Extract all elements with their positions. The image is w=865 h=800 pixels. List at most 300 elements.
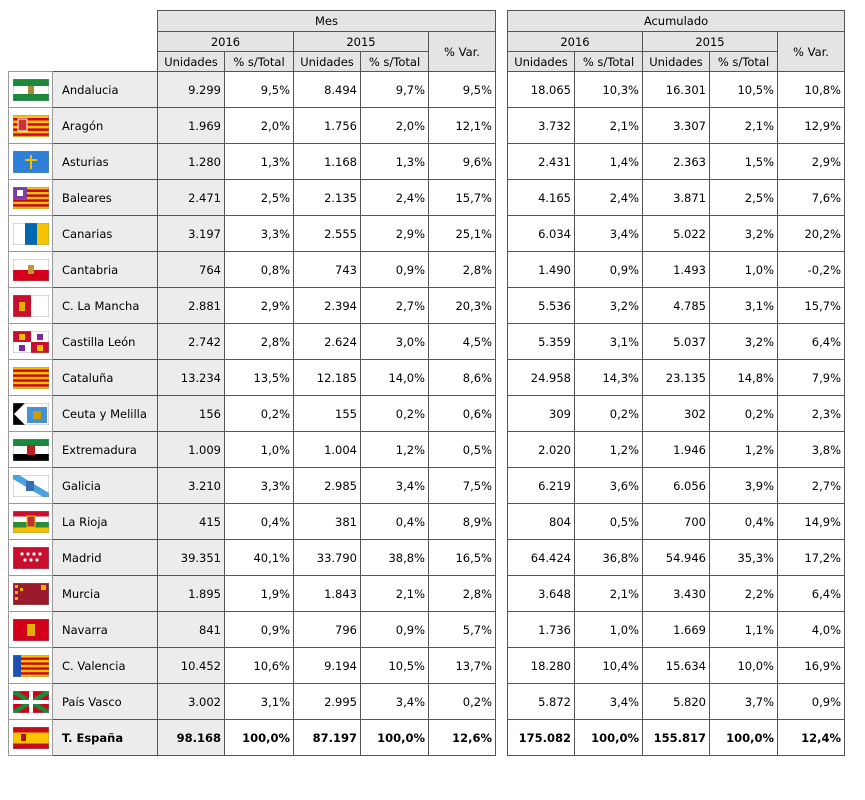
acum-var: 15,7%	[778, 288, 845, 324]
mes-2016-units: 39.351	[158, 540, 225, 576]
table-row	[508, 684, 845, 720]
acum-2015-share: 1,5%	[710, 144, 778, 180]
mes-2016-share: 2,8%	[225, 324, 294, 360]
acum-2015-units: 15.634	[643, 648, 710, 684]
mes-2016-units: 98.168	[158, 720, 225, 756]
header-mes-2016-units: Unidades	[158, 52, 225, 72]
acum-var: 3,8%	[778, 432, 845, 468]
mes-2015-share: 2,4%	[361, 180, 429, 216]
acum-2015-share: 14,8%	[710, 360, 778, 396]
mes-var: 9,5%	[429, 72, 496, 108]
andalucia-flag	[13, 79, 49, 101]
mes-var: 0,5%	[429, 432, 496, 468]
pais-vasco-flag	[13, 691, 49, 713]
table-row	[9, 252, 496, 288]
acum-2016-share: 3,1%	[575, 324, 643, 360]
mes-2015-share: 3,4%	[361, 684, 429, 720]
mes-var: 2,8%	[429, 576, 496, 612]
acum-var: 16,9%	[778, 648, 845, 684]
mes-2016-share: 1,0%	[225, 432, 294, 468]
table-row	[9, 144, 496, 180]
acum-2016-units: 2.431	[508, 144, 575, 180]
mes-var: 7,5%	[429, 468, 496, 504]
mes-var: 5,7%	[429, 612, 496, 648]
header-acumulado: Acumulado	[508, 11, 845, 32]
acum-2015-units: 302	[643, 396, 710, 432]
espana-flag	[13, 727, 49, 749]
region-name: País Vasco	[53, 684, 158, 720]
header-mes-year-2015: 2015	[294, 32, 429, 52]
mes-var: 8,9%	[429, 504, 496, 540]
acum-2016-share: 3,4%	[575, 684, 643, 720]
table-row	[9, 504, 496, 540]
acum-2016-units: 175.082	[508, 720, 575, 756]
table-row	[9, 324, 496, 360]
table-row	[9, 612, 496, 648]
acum-2015-share: 0,4%	[710, 504, 778, 540]
acum-2015-units: 16.301	[643, 72, 710, 108]
mes-2016-share: 13,5%	[225, 360, 294, 396]
acum-2015-units: 700	[643, 504, 710, 540]
header-mes-var: % Var.	[429, 32, 496, 72]
table-row	[508, 144, 845, 180]
mes-2015-share: 38,8%	[361, 540, 429, 576]
table-row	[9, 396, 496, 432]
flag-cell	[9, 468, 53, 504]
acum-2016-share: 10,3%	[575, 72, 643, 108]
table-row	[9, 540, 496, 576]
table-row	[9, 468, 496, 504]
acum-2016-units: 6.219	[508, 468, 575, 504]
header-acum-2015-share: % s/Total	[710, 52, 778, 72]
mes-2016-share: 0,2%	[225, 396, 294, 432]
mes-2015-share: 0,9%	[361, 252, 429, 288]
monthly-table	[8, 10, 496, 756]
mes-var: 20,3%	[429, 288, 496, 324]
castilla-leon-flag	[13, 331, 49, 353]
acum-var: 7,9%	[778, 360, 845, 396]
acum-2015-share: 3,7%	[710, 684, 778, 720]
mes-2015-units: 1.168	[294, 144, 361, 180]
mes-2015-units: 87.197	[294, 720, 361, 756]
acum-2015-share: 1,0%	[710, 252, 778, 288]
mes-2016-share: 100,0%	[225, 720, 294, 756]
mes-2016-units: 156	[158, 396, 225, 432]
acum-var: -0,2%	[778, 252, 845, 288]
baleares-flag	[13, 187, 49, 209]
acum-2015-share: 3,2%	[710, 216, 778, 252]
table-row	[508, 504, 845, 540]
region-name: Cataluña	[53, 360, 158, 396]
acum-2015-share: 35,3%	[710, 540, 778, 576]
table-row	[508, 468, 845, 504]
mes-2016-units: 13.234	[158, 360, 225, 396]
acum-2016-share: 2,1%	[575, 108, 643, 144]
mes-var: 12,6%	[429, 720, 496, 756]
mes-2016-units: 2.471	[158, 180, 225, 216]
mes-2015-units: 2.135	[294, 180, 361, 216]
table-row	[9, 108, 496, 144]
acum-2016-units: 3.648	[508, 576, 575, 612]
table-row	[508, 360, 845, 396]
acum-2015-units: 4.785	[643, 288, 710, 324]
castilla-la-mancha-flag	[13, 295, 49, 317]
flag-cell	[9, 396, 53, 432]
flag-cell	[9, 432, 53, 468]
acum-2016-units: 1.736	[508, 612, 575, 648]
header-mes: Mes	[158, 11, 496, 32]
header-mes-2015-units: Unidades	[294, 52, 361, 72]
flag-cell	[9, 684, 53, 720]
mes-2015-share: 1,3%	[361, 144, 429, 180]
acum-2016-share: 2,4%	[575, 180, 643, 216]
mes-2015-units: 1.843	[294, 576, 361, 612]
mes-2015-units: 1.756	[294, 108, 361, 144]
table-row	[9, 684, 496, 720]
region-name: Navarra	[53, 612, 158, 648]
table-row	[9, 288, 496, 324]
table-row	[508, 72, 845, 108]
flag-cell	[9, 648, 53, 684]
acum-2015-units: 3.430	[643, 576, 710, 612]
mes-2016-share: 2,9%	[225, 288, 294, 324]
table-row	[508, 612, 845, 648]
valencia-flag	[13, 655, 49, 677]
mes-2016-units: 9.299	[158, 72, 225, 108]
acum-2016-share: 0,2%	[575, 396, 643, 432]
acum-2016-units: 5.536	[508, 288, 575, 324]
mes-2015-units: 12.185	[294, 360, 361, 396]
acum-2015-share: 0,2%	[710, 396, 778, 432]
mes-2015-share: 0,2%	[361, 396, 429, 432]
mes-2015-units: 2.624	[294, 324, 361, 360]
total-row	[9, 720, 496, 756]
mes-2015-units: 1.004	[294, 432, 361, 468]
mes-2016-share: 1,9%	[225, 576, 294, 612]
acum-2016-share: 100,0%	[575, 720, 643, 756]
cantabria-flag	[13, 259, 49, 281]
acum-2015-units: 5.022	[643, 216, 710, 252]
acum-2015-share: 3,2%	[710, 324, 778, 360]
header-spacer	[9, 11, 158, 72]
acum-var: 2,7%	[778, 468, 845, 504]
flag-cell	[9, 504, 53, 540]
acum-2016-share: 0,5%	[575, 504, 643, 540]
acum-2016-units: 3.732	[508, 108, 575, 144]
acum-2015-share: 3,1%	[710, 288, 778, 324]
table-row	[9, 360, 496, 396]
table-row	[508, 288, 845, 324]
acum-var: 14,9%	[778, 504, 845, 540]
header-acum-2016-share: % s/Total	[575, 52, 643, 72]
acum-2016-units: 5.872	[508, 684, 575, 720]
murcia-flag	[13, 583, 49, 605]
acum-2015-units: 1.493	[643, 252, 710, 288]
mes-var: 13,7%	[429, 648, 496, 684]
header-mes-2015-share: % s/Total	[361, 52, 429, 72]
region-name: Ceuta y Melilla	[53, 396, 158, 432]
mes-var: 9,6%	[429, 144, 496, 180]
mes-2015-share: 2,9%	[361, 216, 429, 252]
navarra-flag	[13, 619, 49, 641]
acum-2015-units: 155.817	[643, 720, 710, 756]
mes-2016-units: 841	[158, 612, 225, 648]
acum-2016-units: 309	[508, 396, 575, 432]
flag-cell	[9, 144, 53, 180]
acum-2016-units: 18.065	[508, 72, 575, 108]
mes-2015-share: 2,1%	[361, 576, 429, 612]
flag-cell	[9, 612, 53, 648]
mes-2015-share: 9,7%	[361, 72, 429, 108]
mes-2015-units: 2.394	[294, 288, 361, 324]
table-row	[508, 108, 845, 144]
mes-2015-units: 2.995	[294, 684, 361, 720]
region-name: Canarias	[53, 216, 158, 252]
acum-var: 12,9%	[778, 108, 845, 144]
mes-2015-share: 2,0%	[361, 108, 429, 144]
acum-2015-share: 1,2%	[710, 432, 778, 468]
la-rioja-flag	[13, 511, 49, 533]
mes-2016-units: 3.197	[158, 216, 225, 252]
table-row	[508, 396, 845, 432]
mes-2015-units: 2.555	[294, 216, 361, 252]
mes-2016-units: 10.452	[158, 648, 225, 684]
region-name: Murcia	[53, 576, 158, 612]
table-row	[9, 648, 496, 684]
acum-2016-units: 64.424	[508, 540, 575, 576]
mes-2015-share: 0,9%	[361, 612, 429, 648]
mes-var: 12,1%	[429, 108, 496, 144]
acum-2016-share: 1,0%	[575, 612, 643, 648]
madrid-flag	[13, 547, 49, 569]
flag-cell	[9, 72, 53, 108]
table-row	[508, 432, 845, 468]
header-acum-year-2015: 2015	[643, 32, 778, 52]
mes-2015-share: 0,4%	[361, 504, 429, 540]
table-row	[508, 216, 845, 252]
region-name: T. España	[53, 720, 158, 756]
acum-2015-share: 10,5%	[710, 72, 778, 108]
acum-2015-units: 1.669	[643, 612, 710, 648]
region-name: La Rioja	[53, 504, 158, 540]
mes-2016-share: 2,5%	[225, 180, 294, 216]
ceuta-melilla-flag	[13, 403, 49, 425]
mes-2016-share: 0,4%	[225, 504, 294, 540]
mes-2016-share: 9,5%	[225, 72, 294, 108]
mes-2015-units: 8.494	[294, 72, 361, 108]
mes-2016-units: 415	[158, 504, 225, 540]
mes-2016-units: 3.210	[158, 468, 225, 504]
acum-2016-share: 14,3%	[575, 360, 643, 396]
acum-2016-share: 0,9%	[575, 252, 643, 288]
mes-2016-share: 40,1%	[225, 540, 294, 576]
mes-var: 15,7%	[429, 180, 496, 216]
mes-2016-units: 1.009	[158, 432, 225, 468]
mes-2015-share: 100,0%	[361, 720, 429, 756]
table-row	[9, 216, 496, 252]
mes-2015-share: 2,7%	[361, 288, 429, 324]
cumulative-table	[507, 10, 845, 756]
acum-2016-units: 24.958	[508, 360, 575, 396]
acum-var: 12,4%	[778, 720, 845, 756]
mes-2016-share: 0,9%	[225, 612, 294, 648]
acum-var: 7,6%	[778, 180, 845, 216]
acum-2016-units: 5.359	[508, 324, 575, 360]
mes-2015-share: 14,0%	[361, 360, 429, 396]
header-mes-2016-share: % s/Total	[225, 52, 294, 72]
mes-var: 0,6%	[429, 396, 496, 432]
acum-var: 0,9%	[778, 684, 845, 720]
acum-2016-share: 10,4%	[575, 648, 643, 684]
flag-cell	[9, 108, 53, 144]
acum-var: 20,2%	[778, 216, 845, 252]
region-name: Andalucia	[53, 72, 158, 108]
acum-2016-units: 2.020	[508, 432, 575, 468]
mes-2016-share: 0,8%	[225, 252, 294, 288]
mes-2016-share: 3,3%	[225, 468, 294, 504]
mes-2016-units: 764	[158, 252, 225, 288]
acum-2016-share: 1,2%	[575, 432, 643, 468]
table-row	[508, 576, 845, 612]
table-row	[9, 432, 496, 468]
extremadura-flag	[13, 439, 49, 461]
flag-cell	[9, 540, 53, 576]
region-name: C. La Mancha	[53, 288, 158, 324]
mes-2016-units: 1.969	[158, 108, 225, 144]
acum-2015-units: 3.871	[643, 180, 710, 216]
aragon-flag	[13, 115, 49, 137]
mes-2016-share: 1,3%	[225, 144, 294, 180]
region-name: Asturias	[53, 144, 158, 180]
acum-2015-share: 3,9%	[710, 468, 778, 504]
flag-cell	[9, 324, 53, 360]
acum-2016-share: 2,1%	[575, 576, 643, 612]
acum-2016-units: 6.034	[508, 216, 575, 252]
flag-cell	[9, 180, 53, 216]
mes-var: 4,5%	[429, 324, 496, 360]
mes-2015-units: 2.985	[294, 468, 361, 504]
cataluna-flag	[13, 367, 49, 389]
region-name: Extremadura	[53, 432, 158, 468]
flag-cell	[9, 216, 53, 252]
mes-2016-units: 2.742	[158, 324, 225, 360]
acum-var: 2,9%	[778, 144, 845, 180]
mes-2015-units: 796	[294, 612, 361, 648]
mes-2015-units: 743	[294, 252, 361, 288]
header-acum-2016-units: Unidades	[508, 52, 575, 72]
acum-2016-units: 18.280	[508, 648, 575, 684]
mes-var: 8,6%	[429, 360, 496, 396]
mes-2015-units: 33.790	[294, 540, 361, 576]
mes-2015-share: 10,5%	[361, 648, 429, 684]
header-acum-year-2016: 2016	[508, 32, 643, 52]
mes-2016-share: 3,1%	[225, 684, 294, 720]
mes-2016-share: 3,3%	[225, 216, 294, 252]
acum-2016-units: 4.165	[508, 180, 575, 216]
mes-2015-share: 3,4%	[361, 468, 429, 504]
region-name: Madrid	[53, 540, 158, 576]
table-row	[508, 324, 845, 360]
acum-2016-share: 1,4%	[575, 144, 643, 180]
acum-2015-share: 100,0%	[710, 720, 778, 756]
mes-var: 16,5%	[429, 540, 496, 576]
table-row	[508, 180, 845, 216]
acum-2015-share: 10,0%	[710, 648, 778, 684]
table-row	[9, 180, 496, 216]
acum-2016-share: 3,6%	[575, 468, 643, 504]
acum-2016-units: 1.490	[508, 252, 575, 288]
mes-2016-units: 2.881	[158, 288, 225, 324]
region-name: Baleares	[53, 180, 158, 216]
mes-2016-share: 2,0%	[225, 108, 294, 144]
mes-2015-units: 155	[294, 396, 361, 432]
table-row	[508, 540, 845, 576]
mes-2015-share: 3,0%	[361, 324, 429, 360]
acum-2015-units: 1.946	[643, 432, 710, 468]
mes-var: 0,2%	[429, 684, 496, 720]
acum-2015-units: 5.037	[643, 324, 710, 360]
acum-var: 2,3%	[778, 396, 845, 432]
acum-2015-share: 1,1%	[710, 612, 778, 648]
acum-2015-share: 2,1%	[710, 108, 778, 144]
region-name: Aragón	[53, 108, 158, 144]
acum-2015-units: 3.307	[643, 108, 710, 144]
acum-2015-share: 2,2%	[710, 576, 778, 612]
acum-2015-units: 5.820	[643, 684, 710, 720]
header-acum-2015-units: Unidades	[643, 52, 710, 72]
flag-cell	[9, 576, 53, 612]
flag-cell	[9, 252, 53, 288]
acum-2015-share: 2,5%	[710, 180, 778, 216]
flag-cell	[9, 288, 53, 324]
acum-var: 4,0%	[778, 612, 845, 648]
header-acum-var: % Var.	[778, 32, 845, 72]
region-name: C. Valencia	[53, 648, 158, 684]
flag-cell	[9, 720, 53, 756]
acum-2015-units: 23.135	[643, 360, 710, 396]
acum-var: 6,4%	[778, 576, 845, 612]
table-row	[9, 576, 496, 612]
mes-var: 2,8%	[429, 252, 496, 288]
mes-2016-share: 10,6%	[225, 648, 294, 684]
mes-2016-units: 3.002	[158, 684, 225, 720]
acum-2016-share: 3,2%	[575, 288, 643, 324]
flag-cell	[9, 360, 53, 396]
acum-2016-share: 3,4%	[575, 216, 643, 252]
asturias-flag	[13, 151, 49, 173]
region-name: Cantabria	[53, 252, 158, 288]
region-name: Castilla León	[53, 324, 158, 360]
acum-var: 10,8%	[778, 72, 845, 108]
table-row	[508, 648, 845, 684]
region-name: Galicia	[53, 468, 158, 504]
mes-2015-units: 9.194	[294, 648, 361, 684]
header-mes-year-2016: 2016	[158, 32, 294, 52]
acum-2015-units: 54.946	[643, 540, 710, 576]
acum-var: 6,4%	[778, 324, 845, 360]
acum-2015-units: 2.363	[643, 144, 710, 180]
mes-2015-share: 1,2%	[361, 432, 429, 468]
acum-2016-units: 804	[508, 504, 575, 540]
mes-2015-units: 381	[294, 504, 361, 540]
mes-2016-units: 1.280	[158, 144, 225, 180]
acum-var: 17,2%	[778, 540, 845, 576]
table-row	[9, 72, 496, 108]
total-row	[508, 720, 845, 756]
acum-2016-share: 36,8%	[575, 540, 643, 576]
mes-2016-units: 1.895	[158, 576, 225, 612]
canarias-flag	[13, 223, 49, 245]
